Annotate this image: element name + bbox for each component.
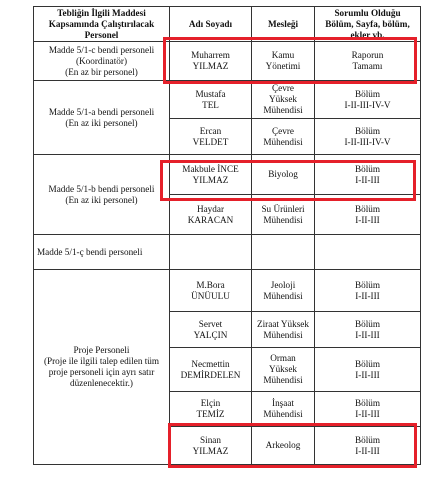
person-name: Makbule İNCE YILMAZ <box>170 155 252 195</box>
person-section: Bölüm I-II-III <box>315 312 421 348</box>
person-profession: Arkeolog <box>252 427 315 465</box>
person-section: Bölüm I-II-III-IV-V <box>315 81 421 119</box>
person-section: Bölüm I-II-III <box>315 392 421 427</box>
person-section <box>315 235 421 270</box>
table-row <box>34 42 421 81</box>
person-section: Bölüm I-II-III <box>315 427 421 465</box>
category-5-1-b: Madde 5/1-b bendi personeli (En az iki personel) <box>34 155 170 235</box>
person-section: Bölüm I-II-III <box>315 348 421 392</box>
header-row <box>34 7 421 42</box>
header-name: Adı Soyadı <box>170 7 252 42</box>
header-profession: Mesleği <box>252 7 315 42</box>
person-profession: Orman Yüksek Mühendisi <box>252 348 315 392</box>
table-row <box>34 81 421 119</box>
person-profession: Çevre Yüksek Mühendisi <box>252 81 315 119</box>
category-5-1-c: Madde 5/1-c bendi personeli (Koordinatör) (En az bir personel) <box>34 42 170 81</box>
person-profession: Kamu Yönetimi <box>252 42 315 81</box>
person-name: Ercan VELDET <box>170 119 252 155</box>
person-profession: Çevre Mühendisi <box>252 119 315 155</box>
person-name: M.Bora ÜNÜULU <box>170 270 252 312</box>
person-name: Muharrem YILMAZ <box>170 42 252 81</box>
person-section: Raporun Tamamı <box>315 42 421 81</box>
person-profession: Su Ürünleri Mühendisi <box>252 195 315 235</box>
person-name: Elçin TEMİZ <box>170 392 252 427</box>
category-5-1-c-cedilla: Madde 5/1-ç bendi personeli <box>34 235 170 270</box>
person-profession: Jeoloji Mühendisi <box>252 270 315 312</box>
table-row <box>34 270 421 312</box>
header-article: Tebliğin İlgili Maddesi Kapsamında Çalıştırılacak Personel <box>34 7 170 42</box>
person-section: Bölüm I-II-III <box>315 270 421 312</box>
table-row <box>34 235 421 270</box>
person-name: Haydar KARACAN <box>170 195 252 235</box>
person-name <box>170 235 252 270</box>
person-section: Bölüm I-II-III-IV-V <box>315 119 421 155</box>
person-name: Sinan YILMAZ <box>170 427 252 465</box>
person-name: Necmettin DEMİRDELEN <box>170 348 252 392</box>
person-profession: Ziraat Yüksek Mühendisi <box>252 312 315 348</box>
person-name: Servet YALÇIN <box>170 312 252 348</box>
person-section: Bölüm I-II-III <box>315 155 421 195</box>
category-project-staff: Proje Personeli (Proje ile ilgili talep edilen tüm proje personeli için ayrı satır düzenlenecektir.) <box>34 270 170 465</box>
table-row <box>34 155 421 195</box>
person-profession: Biyolog <box>252 155 315 195</box>
person-profession <box>252 235 315 270</box>
person-section: Bölüm I-II-III <box>315 195 421 235</box>
category-5-1-a: Madde 5/1-a bendi personeli (En az iki personel) <box>34 81 170 155</box>
person-profession: İnşaat Mühendisi <box>252 392 315 427</box>
personnel-table <box>33 6 421 465</box>
person-name: Mustafa TEL <box>170 81 252 119</box>
header-responsible-section: Sorumlu Olduğu Bölüm, Sayfa, bölüm, ekler vb. <box>315 7 421 42</box>
